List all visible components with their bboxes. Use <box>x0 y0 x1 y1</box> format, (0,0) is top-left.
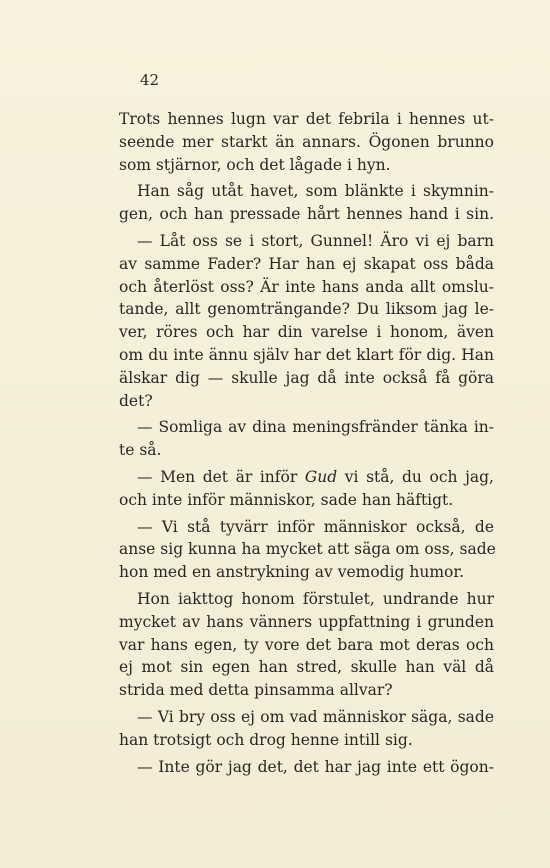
text-line-8: och återlöst oss? Är inte hans anda allt omslu- <box>119 277 494 296</box>
text-line-4: Han såg utåt havet, som blänkte i skymnin- <box>137 182 494 201</box>
text-line-21: Hon iakttog honom förstulet, undrande hur <box>137 589 494 608</box>
text-line-12: älskar dig — skulle jag då inte också få göra <box>119 368 494 387</box>
body-text <box>119 108 494 778</box>
text-line-28: — Inte gör jag det, det har jag inte ett ögon- <box>137 757 494 776</box>
text-line-16-part-2: vi stå, du och jag, <box>344 467 494 486</box>
text-line-2: seende mer starkt än annars. Ögonen brunno <box>119 132 494 151</box>
text-line-26: — Vi bry oss ej om vad människor säga, sade <box>137 707 494 726</box>
text-line-14: — Somliga av dina meningsfränder tänka in- <box>137 418 494 437</box>
page-number: 42 <box>140 71 160 89</box>
text-line-25: strida med detta pinsamma allvar? <box>119 681 393 700</box>
text-line-17: och inte inför människor, sade han häftigt. <box>119 490 454 509</box>
text-line-24: ej mot sin egen han stred, skulle han väl då <box>119 658 494 677</box>
text-line-11: om du inte ännu själv har det klart för dig. Han <box>119 345 494 364</box>
text-line-20: hon med en anstrykning av vemodig humor. <box>119 563 465 582</box>
text-line-5: gen, och han pressade hårt hennes hand i sin. <box>119 205 494 224</box>
text-line-7: av samme Fader? Har han ej skapat oss båda <box>119 254 494 273</box>
text-line-18: — Vi stå tyvärr inför människor också, de <box>137 517 494 536</box>
text-line-19: anse sig kunna ha mycket att säga om oss, sade <box>119 540 496 559</box>
text-line-27: han trotsigt och drog henne intill sig. <box>119 730 413 749</box>
text-line-13: det? <box>119 391 153 410</box>
text-line-22: mycket av hans vänners uppfattning i grunden <box>119 612 494 631</box>
text-line-6: — Låt oss se i stort, Gunnel! Äro vi ej barn <box>137 231 494 250</box>
emphasized-word-gud: Gud <box>304 467 338 486</box>
text-line-10: ver, röres och har din varelse i honom, även <box>119 323 494 342</box>
text-line-3: som stjärnor, och det lågade i hyn. <box>119 155 391 174</box>
text-line-1: Trots hennes lugn var det febrila i hennes ut- <box>119 110 494 128</box>
text-line-16-part-1: — Men det är inför <box>137 467 298 486</box>
text-line-15: te så. <box>119 441 162 460</box>
text-line-23: var hans egen, ty vore det bara mot deras och <box>119 635 494 654</box>
text-line-9: tande, allt genomträngande? Du liksom jag le- <box>119 300 494 319</box>
text-line-16 <box>119 466 494 489</box>
